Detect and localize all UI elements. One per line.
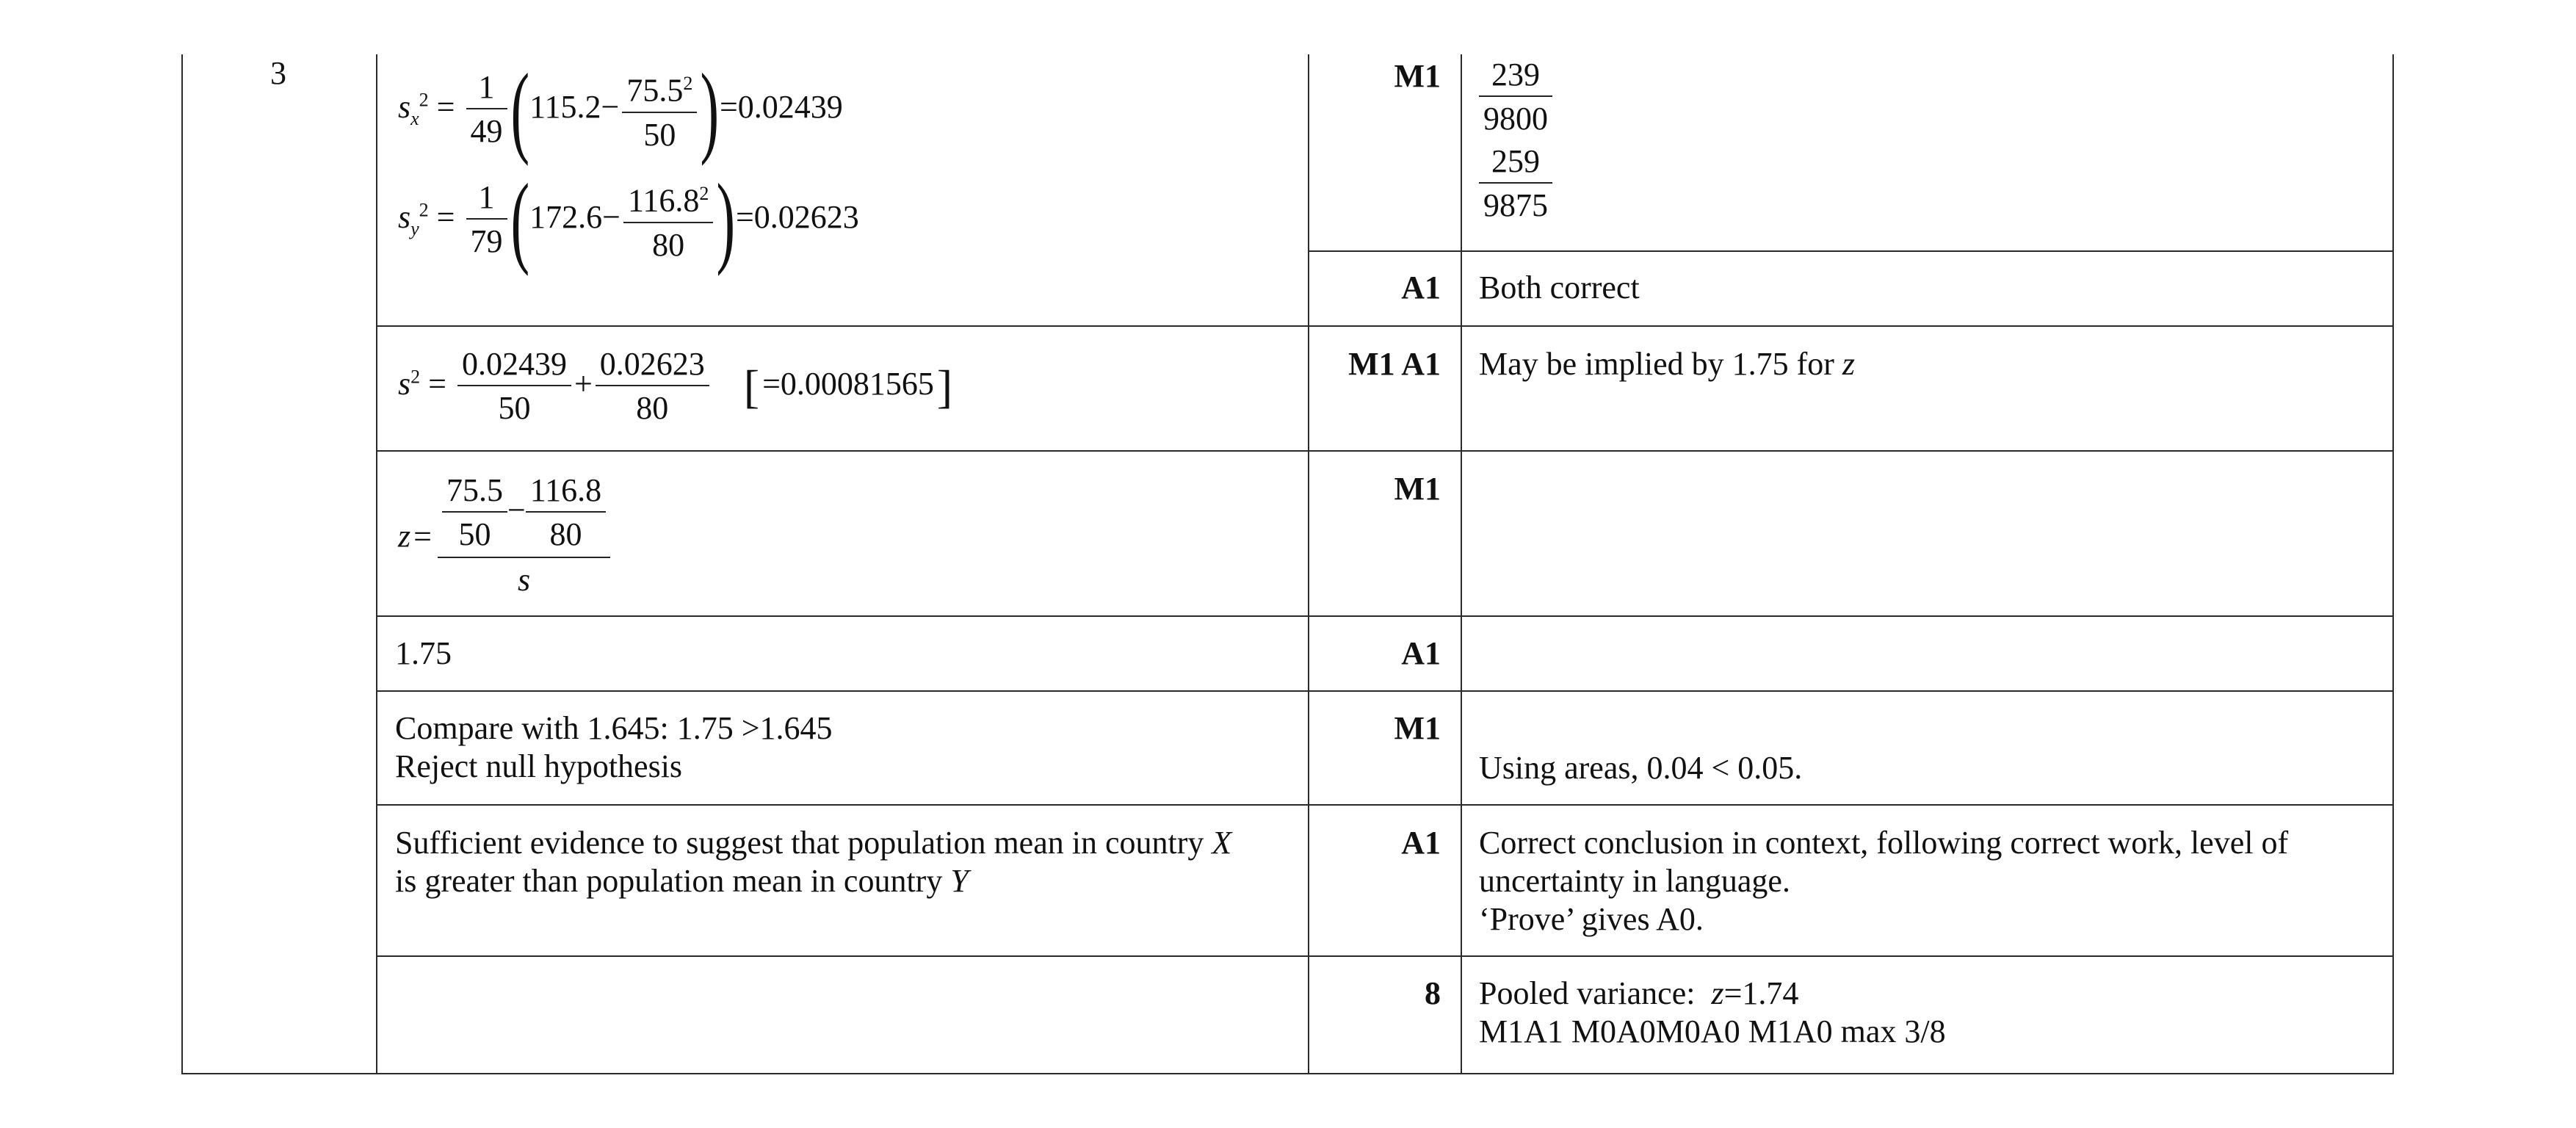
fraction-coefficient: $\frac{1}{49}$ bbox=[466, 67, 507, 153]
variance-result: =0.02439 bbox=[719, 89, 843, 126]
mark-row-5: A1 bbox=[1401, 635, 1441, 671]
answer-row-7: Sufficient evidence to suggest that population mean in country X is greater than population mean in country Y bbox=[395, 825, 1232, 899]
fraction-y: $\frac{0.02623}{80}$ bbox=[596, 344, 709, 430]
row-divider bbox=[376, 325, 2394, 327]
exponent: 2 bbox=[419, 89, 429, 111]
equals: = bbox=[436, 199, 455, 236]
fraction-square: $\frac{116.8^2}{80}$ bbox=[623, 173, 713, 267]
mark-row-2: A1 bbox=[1401, 270, 1441, 306]
sum-value: 172.6 bbox=[529, 199, 603, 236]
combined-variance-formula: $s^2$ = $\frac{0.02439}{50}$ + $\frac{0.02623}{80}$ [=0.00081565] bbox=[398, 344, 955, 430]
question-number: 3 bbox=[270, 55, 286, 91]
table-border-right bbox=[2392, 54, 2394, 1074]
total-marks: 8 bbox=[1425, 975, 1441, 1011]
variance-y-formula bbox=[398, 163, 859, 277]
subscript-y: y bbox=[410, 217, 419, 239]
fraction-square: $\frac{75.5^2}{50}$ bbox=[622, 63, 697, 157]
mark-row-6: M1 bbox=[1394, 710, 1441, 746]
answer-row-6: Compare with 1.645: 1.75 >1.645 Reject null hypothesis bbox=[395, 710, 833, 784]
note-row-2: Both correct bbox=[1479, 270, 1640, 306]
fraction-x: $\frac{0.02439}{50}$ bbox=[457, 344, 571, 430]
table-border-left bbox=[181, 54, 183, 1074]
z-statistic-formula: z= $\frac{75.5}{50}$ − $\frac{116.8}{80}$ s bbox=[398, 470, 613, 602]
note-row-6: Using areas, 0.04 < 0.05. bbox=[1479, 750, 1803, 786]
equals: = bbox=[436, 89, 455, 126]
column-divider-notes bbox=[1461, 54, 1462, 1074]
mark-row-1: M1 bbox=[1394, 58, 1441, 94]
row-divider bbox=[376, 690, 2394, 692]
note-row-7: Correct conclusion in context, following correct work, level of uncertainty in language. ‘Prove’ gives A0. bbox=[1479, 825, 2289, 937]
note-fractions bbox=[1479, 54, 1552, 228]
mark-row-4: M1 bbox=[1394, 471, 1441, 507]
left-paren: ( bbox=[510, 53, 529, 167]
row-divider bbox=[376, 615, 2394, 617]
column-divider-marks bbox=[1308, 54, 1309, 1074]
minus: − bbox=[601, 89, 620, 126]
symbol-s: s bbox=[398, 89, 411, 126]
note-row-3: May be implied by 1.75 for z bbox=[1479, 346, 1856, 382]
mark-row-7: A1 bbox=[1401, 825, 1441, 861]
row-divider bbox=[376, 450, 2394, 452]
minus: − bbox=[602, 199, 621, 236]
fraction-259-9875: 259 9875 bbox=[1479, 141, 1552, 228]
right-paren: ) bbox=[700, 53, 720, 167]
fraction-x-mean: $\frac{75.5}{50}$ bbox=[442, 470, 507, 557]
answer-row-5: 1.75 bbox=[395, 635, 452, 671]
table-border-bottom bbox=[181, 1073, 2394, 1074]
row-divider bbox=[376, 804, 2394, 806]
fraction-239-9800: 239 9800 bbox=[1479, 54, 1552, 141]
left-paren: ( bbox=[510, 163, 529, 277]
variance-x-formula bbox=[398, 53, 843, 167]
exponent: 2 bbox=[419, 199, 429, 221]
bracket-value: =0.00081565 bbox=[762, 366, 934, 402]
right-paren: ) bbox=[716, 163, 736, 277]
variance-result: =0.02623 bbox=[735, 199, 859, 236]
sum-value: 115.2 bbox=[529, 89, 601, 126]
fraction-coefficient: $\frac{1}{79}$ bbox=[466, 177, 507, 264]
row-divider bbox=[1308, 250, 2394, 252]
mark-row-3: M1 A1 bbox=[1348, 346, 1441, 382]
symbol-s: s bbox=[398, 199, 411, 236]
note-row-8: Pooled variance: z=1.74 M1A1 M0A0M0A0 M1A0 max 3/8 bbox=[1479, 975, 1946, 1049]
z-fraction: $\frac{75.5}{50}$ − $\frac{116.8}{80}$ s bbox=[438, 470, 610, 602]
column-divider-answer bbox=[376, 54, 377, 1074]
fraction-y-mean: $\frac{116.8}{80}$ bbox=[526, 470, 606, 557]
row-divider bbox=[376, 955, 2394, 957]
subscript-x: x bbox=[410, 107, 419, 129]
